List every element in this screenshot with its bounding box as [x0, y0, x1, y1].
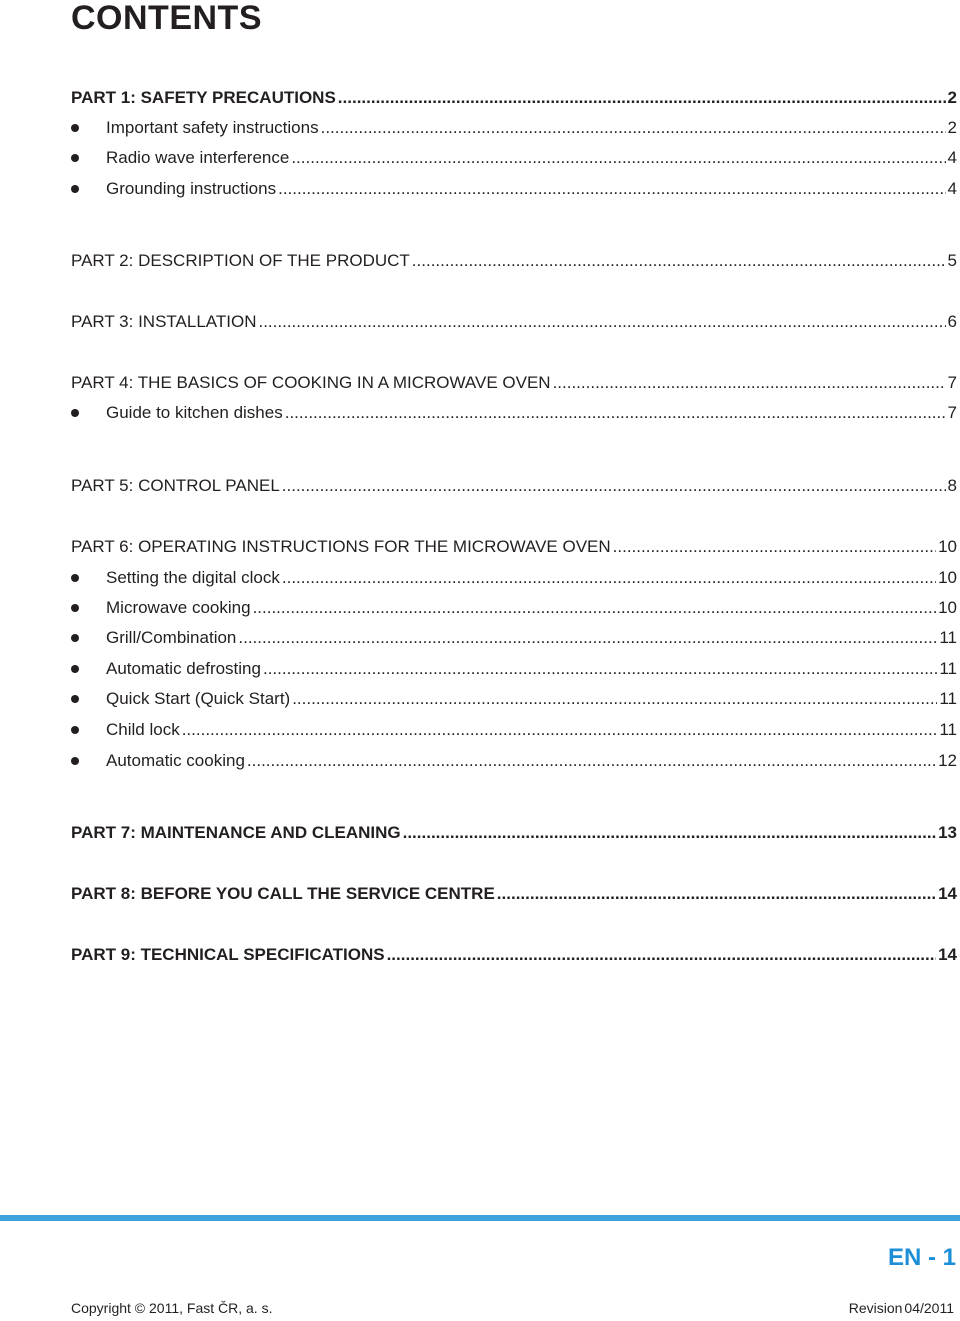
toc-section-entry[interactable] — [71, 535, 957, 557]
toc-entry-title: Grill/Combination — [106, 628, 237, 647]
toc-entry-title: PART 4: THE BASICS OF COOKING IN A MICROWAVE OVEN — [71, 373, 551, 392]
bullet-icon — [71, 665, 79, 673]
toc-entry-title: PART 9: TECHNICAL SPECIFICATIONS — [71, 945, 385, 964]
dot-leader — [497, 884, 936, 904]
toc-page-number: 4 — [947, 179, 957, 198]
dot-leader — [292, 689, 937, 709]
toc-section-entry[interactable] — [71, 882, 957, 904]
toc-page-number: 14 — [938, 884, 957, 903]
toc-entry-title: Setting the digital clock — [106, 568, 280, 587]
toc-sub-entry[interactable] — [71, 596, 957, 618]
bullet-icon — [71, 185, 79, 193]
toc-sub-entry[interactable] — [71, 718, 957, 740]
dot-leader — [412, 251, 946, 271]
copyright-text: Copyright © 2011, Fast ČR, a. s. — [71, 1300, 273, 1316]
dot-leader — [282, 568, 936, 588]
bullet-icon — [71, 604, 79, 612]
toc-page-number: 4 — [947, 148, 957, 167]
toc-sub-entry[interactable] — [71, 566, 957, 588]
toc-page-number: 8 — [947, 476, 957, 495]
toc-page-number: 11 — [939, 720, 957, 739]
toc-sub-entry[interactable] — [71, 177, 957, 199]
toc-entry-title: Microwave cooking — [106, 598, 251, 617]
toc-page-number: 11 — [939, 659, 957, 678]
toc-page-number: 14 — [938, 945, 957, 964]
toc-entry-title: PART 8: BEFORE YOU CALL THE SERVICE CENTRE — [71, 884, 495, 903]
bullet-icon — [71, 726, 79, 734]
dot-leader — [387, 945, 937, 965]
dot-leader — [321, 118, 946, 138]
toc-section-entry[interactable] — [71, 474, 957, 496]
toc-section-entry[interactable] — [71, 943, 957, 965]
dot-leader — [403, 823, 936, 843]
revision-value: 04/2011 — [904, 1300, 954, 1316]
dot-leader — [553, 373, 946, 393]
page-title: CONTENTS — [71, 0, 262, 37]
toc-page-number: 6 — [947, 312, 957, 331]
toc-page-number: 7 — [947, 373, 957, 392]
dot-leader — [253, 598, 937, 618]
toc-section-entry[interactable] — [71, 310, 957, 332]
toc-entry-title: Quick Start (Quick Start) — [106, 689, 291, 708]
toc-sub-entry[interactable] — [71, 626, 957, 648]
toc-section-entry[interactable] — [71, 371, 957, 393]
toc-entry-title: Child lock — [106, 720, 180, 739]
dot-leader — [282, 476, 946, 496]
toc-section-entry[interactable] — [71, 249, 957, 271]
toc-section-entry[interactable] — [71, 821, 957, 843]
toc-page-number: 7 — [947, 403, 957, 422]
dot-leader — [238, 628, 937, 648]
toc-entry-title: Automatic defrosting — [106, 659, 261, 678]
revision-info — [849, 1300, 954, 1316]
toc-sub-entry[interactable] — [71, 116, 957, 138]
dot-leader — [278, 179, 945, 199]
toc-page-number: 10 — [938, 537, 957, 556]
toc-page-number: 10 — [938, 598, 957, 617]
toc-entry-title: PART 5: CONTROL PANEL — [71, 476, 280, 495]
toc-entry-title: Automatic cooking — [106, 751, 245, 770]
footer-divider — [0, 1215, 960, 1221]
dot-leader — [258, 312, 945, 332]
toc-page-number: 2 — [947, 88, 957, 107]
bullet-icon — [71, 574, 79, 582]
toc-page-number: 5 — [947, 251, 957, 270]
toc-entry-title: Important safety instructions — [106, 118, 319, 137]
toc-entry-title: PART 6: OPERATING INSTRUCTIONS FOR THE MICROWAVE OVEN — [71, 537, 611, 556]
bullet-icon — [71, 695, 79, 703]
toc-page-number: 12 — [938, 751, 957, 770]
toc-entry-title: Guide to kitchen dishes — [106, 403, 283, 422]
dot-leader — [182, 720, 938, 740]
toc-entry-title: PART 1: SAFETY PRECAUTIONS — [71, 88, 336, 107]
toc-page-number: 11 — [939, 628, 957, 647]
bullet-icon — [71, 757, 79, 765]
toc-sub-entry[interactable] — [71, 401, 957, 423]
toc-page-number: 2 — [947, 118, 957, 137]
dot-leader — [285, 403, 946, 423]
dot-leader — [291, 148, 945, 168]
toc-entry-title: PART 3: INSTALLATION — [71, 312, 257, 331]
toc-sub-entry[interactable] — [71, 657, 957, 679]
toc-sub-entry[interactable] — [71, 146, 957, 168]
dot-leader — [613, 537, 936, 557]
revision-label: Revision — [848, 1300, 903, 1316]
dot-leader — [263, 659, 937, 679]
toc-section-entry[interactable] — [71, 86, 957, 108]
dot-leader — [338, 88, 946, 108]
toc-page-number: 10 — [938, 568, 957, 587]
toc-entry-title: PART 2: DESCRIPTION OF THE PRODUCT — [71, 251, 410, 270]
toc-entry-title: Grounding instructions — [106, 179, 277, 198]
page-number: EN - 1 — [887, 1244, 956, 1271]
bullet-icon — [71, 409, 79, 417]
bullet-icon — [71, 154, 79, 162]
toc-page-number: 11 — [939, 689, 957, 708]
toc-entry-title: Radio wave interference — [106, 148, 290, 167]
bullet-icon — [71, 634, 79, 642]
dot-leader — [247, 751, 936, 771]
toc-sub-entry[interactable] — [71, 749, 957, 771]
bullet-icon — [71, 124, 79, 132]
toc-sub-entry[interactable] — [71, 687, 957, 709]
toc-page-number: 13 — [938, 823, 957, 842]
toc-entry-title: PART 7: MAINTENANCE AND CLEANING — [71, 823, 401, 842]
